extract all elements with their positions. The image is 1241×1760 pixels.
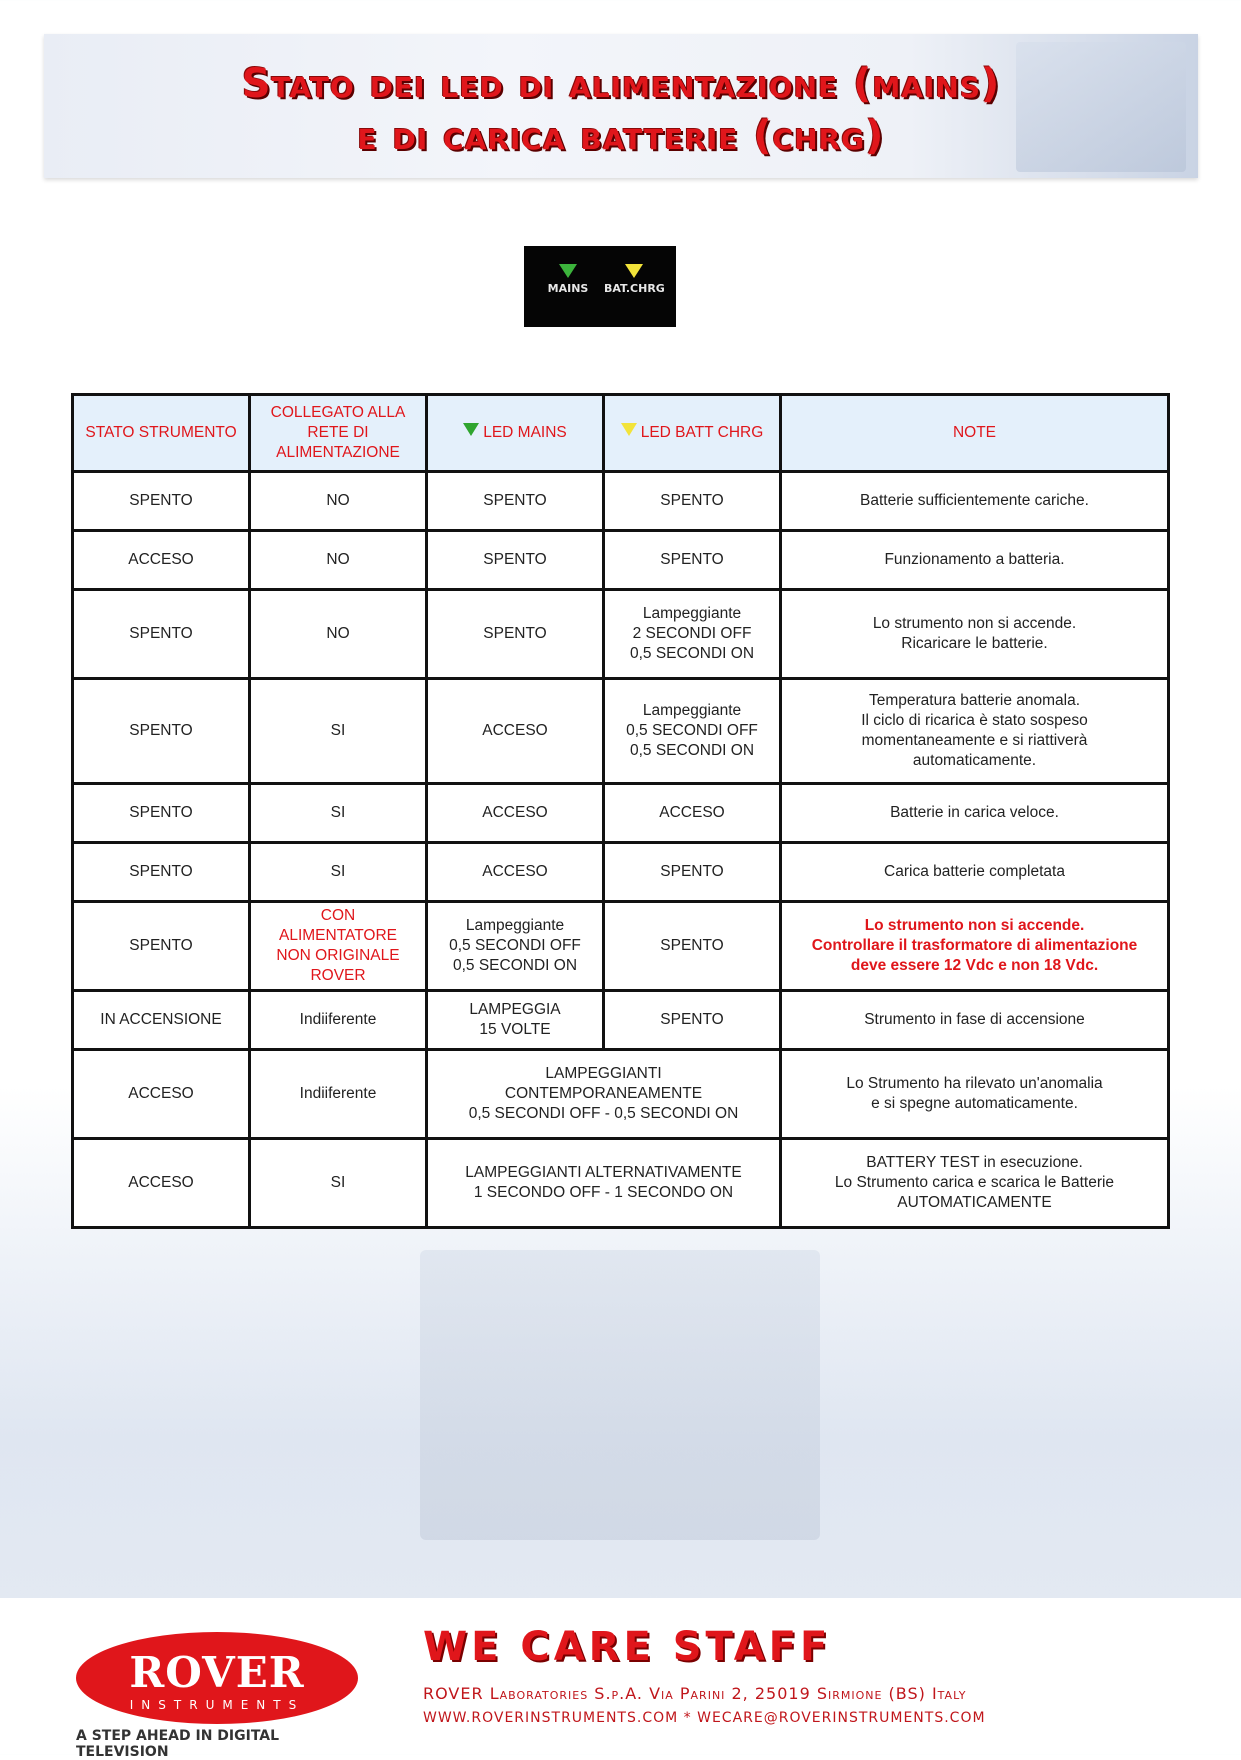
table-row [73, 679, 1169, 784]
table-row [73, 1139, 1169, 1228]
yellow-triangle-icon [621, 423, 637, 436]
table-cell: SPENTO [427, 472, 604, 531]
footer [0, 1598, 1241, 1760]
table-cell: Indiiferente [250, 1050, 427, 1139]
table-cell: ACCESO [73, 531, 250, 590]
header-note: NOTE [781, 395, 1169, 472]
led-panel-image [524, 246, 676, 327]
chrg-led-label: BAT.CHRG [604, 282, 665, 295]
table-cell: Batterie in carica veloce. [781, 784, 1169, 843]
table-cell: NO [250, 590, 427, 679]
table-cell: SPENTO [73, 590, 250, 679]
table-cell: SPENTO [73, 902, 250, 991]
table-cell: ACCESO [73, 1050, 250, 1139]
table-row [73, 991, 1169, 1050]
table-body [73, 472, 1169, 1228]
table-cell: Temperatura batterie anomala. Il ciclo di ricarica è stato sospeso momentaneamente e si riattiverà automaticamente. [781, 679, 1169, 784]
table-cell: SPENTO [604, 843, 781, 902]
table-cell: SI [250, 1139, 427, 1228]
table-row [73, 902, 1169, 991]
led-status-table [71, 393, 1170, 1229]
table-row [73, 784, 1169, 843]
company-address: ROVER Laboratories S.p.A. Via Parini 2, 25019 Sirmione (BS) Italy [423, 1684, 967, 1703]
mains-led [538, 264, 598, 295]
table-cell: SI [250, 843, 427, 902]
table-cell: SPENTO [604, 472, 781, 531]
table-header-row [73, 395, 1169, 472]
title-line-2: e di carica batterie (chrg) [357, 113, 885, 159]
table-cell: Carica batterie completata [781, 843, 1169, 902]
table-cell: CON ALIMENTATORE NON ORIGINALE ROVER [250, 902, 427, 991]
table-cell: SPENTO [604, 991, 781, 1050]
page-title [44, 58, 1198, 162]
header-collegato: COLLEGATO ALLA RETE DI ALIMENTAZIONE [250, 395, 427, 472]
table-cell: Funzionamento a batteria. [781, 531, 1169, 590]
table-cell: Lo strumento non si accende. Controllare il trasformatore di alimentazione deve essere 12 Vdc e non 18 Vdc. [781, 902, 1169, 991]
table-cell: Lo strumento non si accende. Ricaricare le batterie. [781, 590, 1169, 679]
table-cell: Strumento in fase di accensione [781, 991, 1169, 1050]
logo-subtitle: INSTRUMENTS [129, 1698, 305, 1712]
table-cell: BATTERY TEST in esecuzione. Lo Strumento carica e scarica le Batterie AUTOMATICAMENTE [781, 1139, 1169, 1228]
table-cell: Indiiferente [250, 991, 427, 1050]
table-cell: NO [250, 472, 427, 531]
yellow-triangle-icon [625, 264, 643, 278]
table-cell: SPENTO [427, 590, 604, 679]
table-cell: SPENTO [604, 531, 781, 590]
table-cell: LAMPEGGIA 15 VOLTE [427, 991, 604, 1050]
table-cell: LAMPEGGIANTI CONTEMPORANEAMENTE 0,5 SECONDI OFF - 0,5 SECONDI ON [427, 1050, 781, 1139]
table-cell: SPENTO [73, 472, 250, 531]
table-cell: SPENTO [73, 784, 250, 843]
mains-led-label: MAINS [547, 282, 589, 295]
header-stato-strumento: STATO STRUMENTO [73, 395, 250, 472]
header-led-batt-chrg [604, 395, 781, 472]
background-laptop-image [420, 1250, 820, 1540]
table-row [73, 472, 1169, 531]
table-cell: Lampeggiante 2 SECONDI OFF 0,5 SECONDI ON [604, 590, 781, 679]
table-cell: LAMPEGGIANTI ALTERNATIVAMENTE 1 SECONDO OFF - 1 SECONDO ON [427, 1139, 781, 1228]
table-cell: ACCESO [604, 784, 781, 843]
table-cell: Batterie sufficientemente cariche. [781, 472, 1169, 531]
logo-text: ROVER [129, 1648, 305, 1697]
title-line-1: Stato dei led di alimentazione (mains) [241, 61, 1001, 107]
company-web-email: WWW.ROVERINSTRUMENTS.COM * WECARE@ROVERINSTRUMENTS.COM [423, 1710, 986, 1726]
header-led-mains-label: LED MAINS [483, 424, 567, 441]
table-cell: ACCESO [427, 679, 604, 784]
table-cell: SPENTO [604, 902, 781, 991]
table-row [73, 531, 1169, 590]
header-led-batt-chrg-label: LED BATT CHRG [640, 424, 764, 441]
table-cell: Lo Strumento ha rilevato un'anomalia e si spegne automaticamente. [781, 1050, 1169, 1139]
header-led-mains [427, 395, 604, 472]
table-cell: SI [250, 679, 427, 784]
table-cell: SPENTO [73, 679, 250, 784]
we-care-staff-title: WE CARE STAFF [423, 1624, 832, 1670]
logo-tagline: A STEP AHEAD IN DIGITAL TELEVISION [76, 1728, 280, 1760]
table-cell: NO [250, 531, 427, 590]
table-cell: Lampeggiante 0,5 SECONDI OFF 0,5 SECONDI ON [427, 902, 604, 991]
green-triangle-icon [559, 264, 577, 278]
table-cell: ACCESO [427, 843, 604, 902]
green-triangle-icon [463, 423, 479, 436]
table-cell: SPENTO [73, 843, 250, 902]
table-row [73, 843, 1169, 902]
table-row [73, 1050, 1169, 1139]
table-cell: SPENTO [427, 531, 604, 590]
table-row [73, 590, 1169, 679]
table-cell: ACCESO [427, 784, 604, 843]
table-cell: IN ACCENSIONE [73, 991, 250, 1050]
table-cell: Lampeggiante 0,5 SECONDI OFF 0,5 SECONDI ON [604, 679, 781, 784]
table-cell: ACCESO [73, 1139, 250, 1228]
chrg-led [604, 264, 664, 295]
table-cell: SI [250, 784, 427, 843]
